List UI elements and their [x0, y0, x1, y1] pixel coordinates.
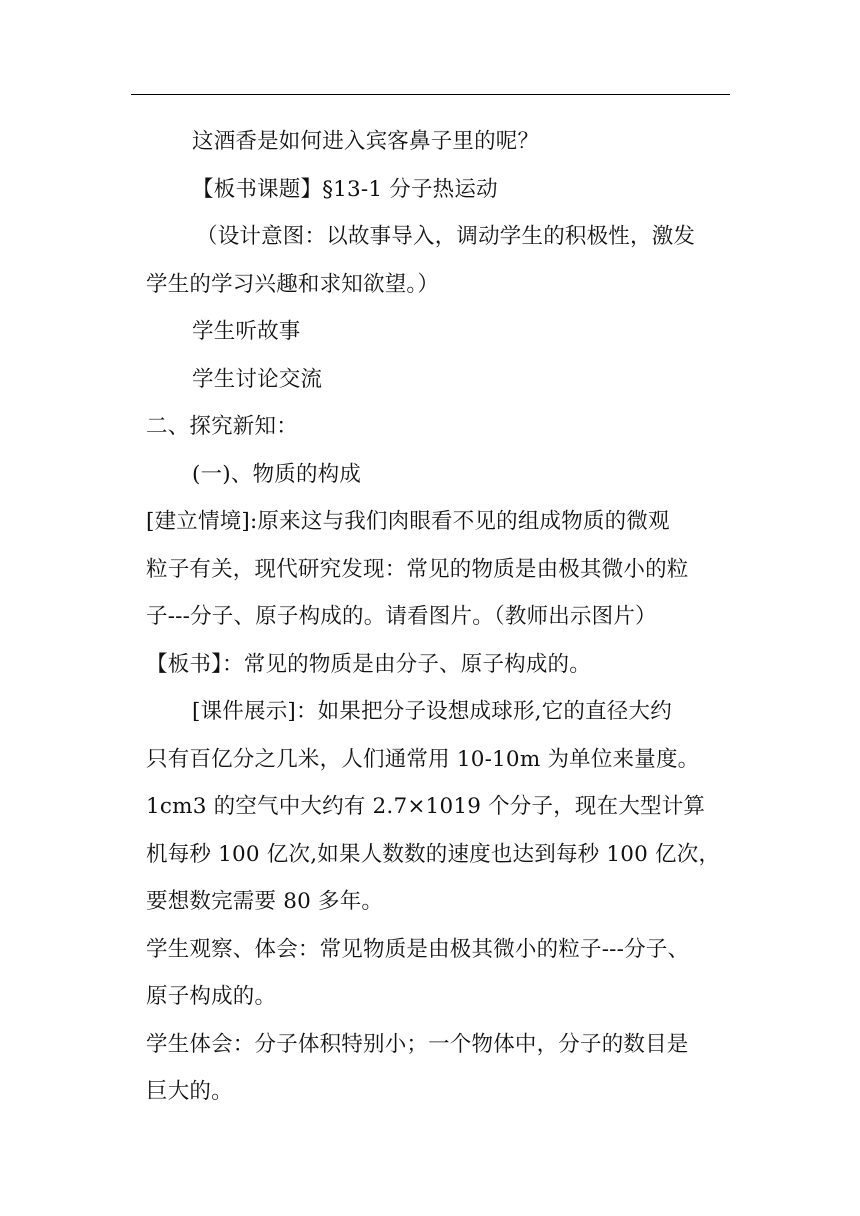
text-line: 【板书】：常见的物质是由分子、原子构成的。	[146, 651, 591, 677]
text-line: 1cm3 的空气中大约有 2.7×1019 个分子，现在大型计算	[146, 794, 706, 819]
text-line: [建立情境]:原来这与我们肉眼看不见的组成物质的微观	[146, 509, 670, 534]
text-line: 机每秒 100 亿次,如果人数数的速度也达到每秒 100 亿次，	[146, 841, 721, 867]
text-line: 学生的学习兴趣和求知欲望。）	[146, 271, 440, 297]
document-body	[146, 118, 722, 1116]
text-line: 原子构成的。	[146, 984, 277, 1009]
text-line: 学生听故事	[192, 319, 301, 344]
text-line: 粒子有关，现代研究发现：常见的物质是由极其微小的粒	[146, 556, 689, 582]
subsection-heading: (一)、物质的构成	[192, 461, 362, 487]
text-line: 学生体会：分子体积特别小；一个物体中，分子的数目是	[146, 1031, 689, 1057]
text-line: 子---分子、原子构成的。请看图片。（教师出示图片）	[146, 604, 657, 629]
text-line: [课件展示]：如果把分子设想成球形,它的直径大约	[192, 699, 672, 724]
section-heading: 二、探究新知：	[146, 414, 298, 439]
text-line: 【板书课题】§13-1 分子热运动	[192, 176, 498, 202]
text-line: 巨大的。	[146, 1079, 233, 1104]
text-line: 只有百亿分之几米，人们通常用 10-10m 为单位来量度。	[146, 746, 700, 772]
text-line: 要想数完需要 80 多年。	[146, 889, 384, 914]
text-line: 学生讨论交流	[192, 366, 323, 392]
text-line: 这酒香是如何进入宾客鼻子里的呢？	[192, 129, 540, 154]
header-rule	[131, 94, 730, 95]
text-line: 学生观察、体会：常见物质是由极其微小的粒子---分子、	[146, 936, 690, 962]
text-line: （设计意图：以故事导入，调动学生的积极性，激发	[196, 224, 696, 249]
